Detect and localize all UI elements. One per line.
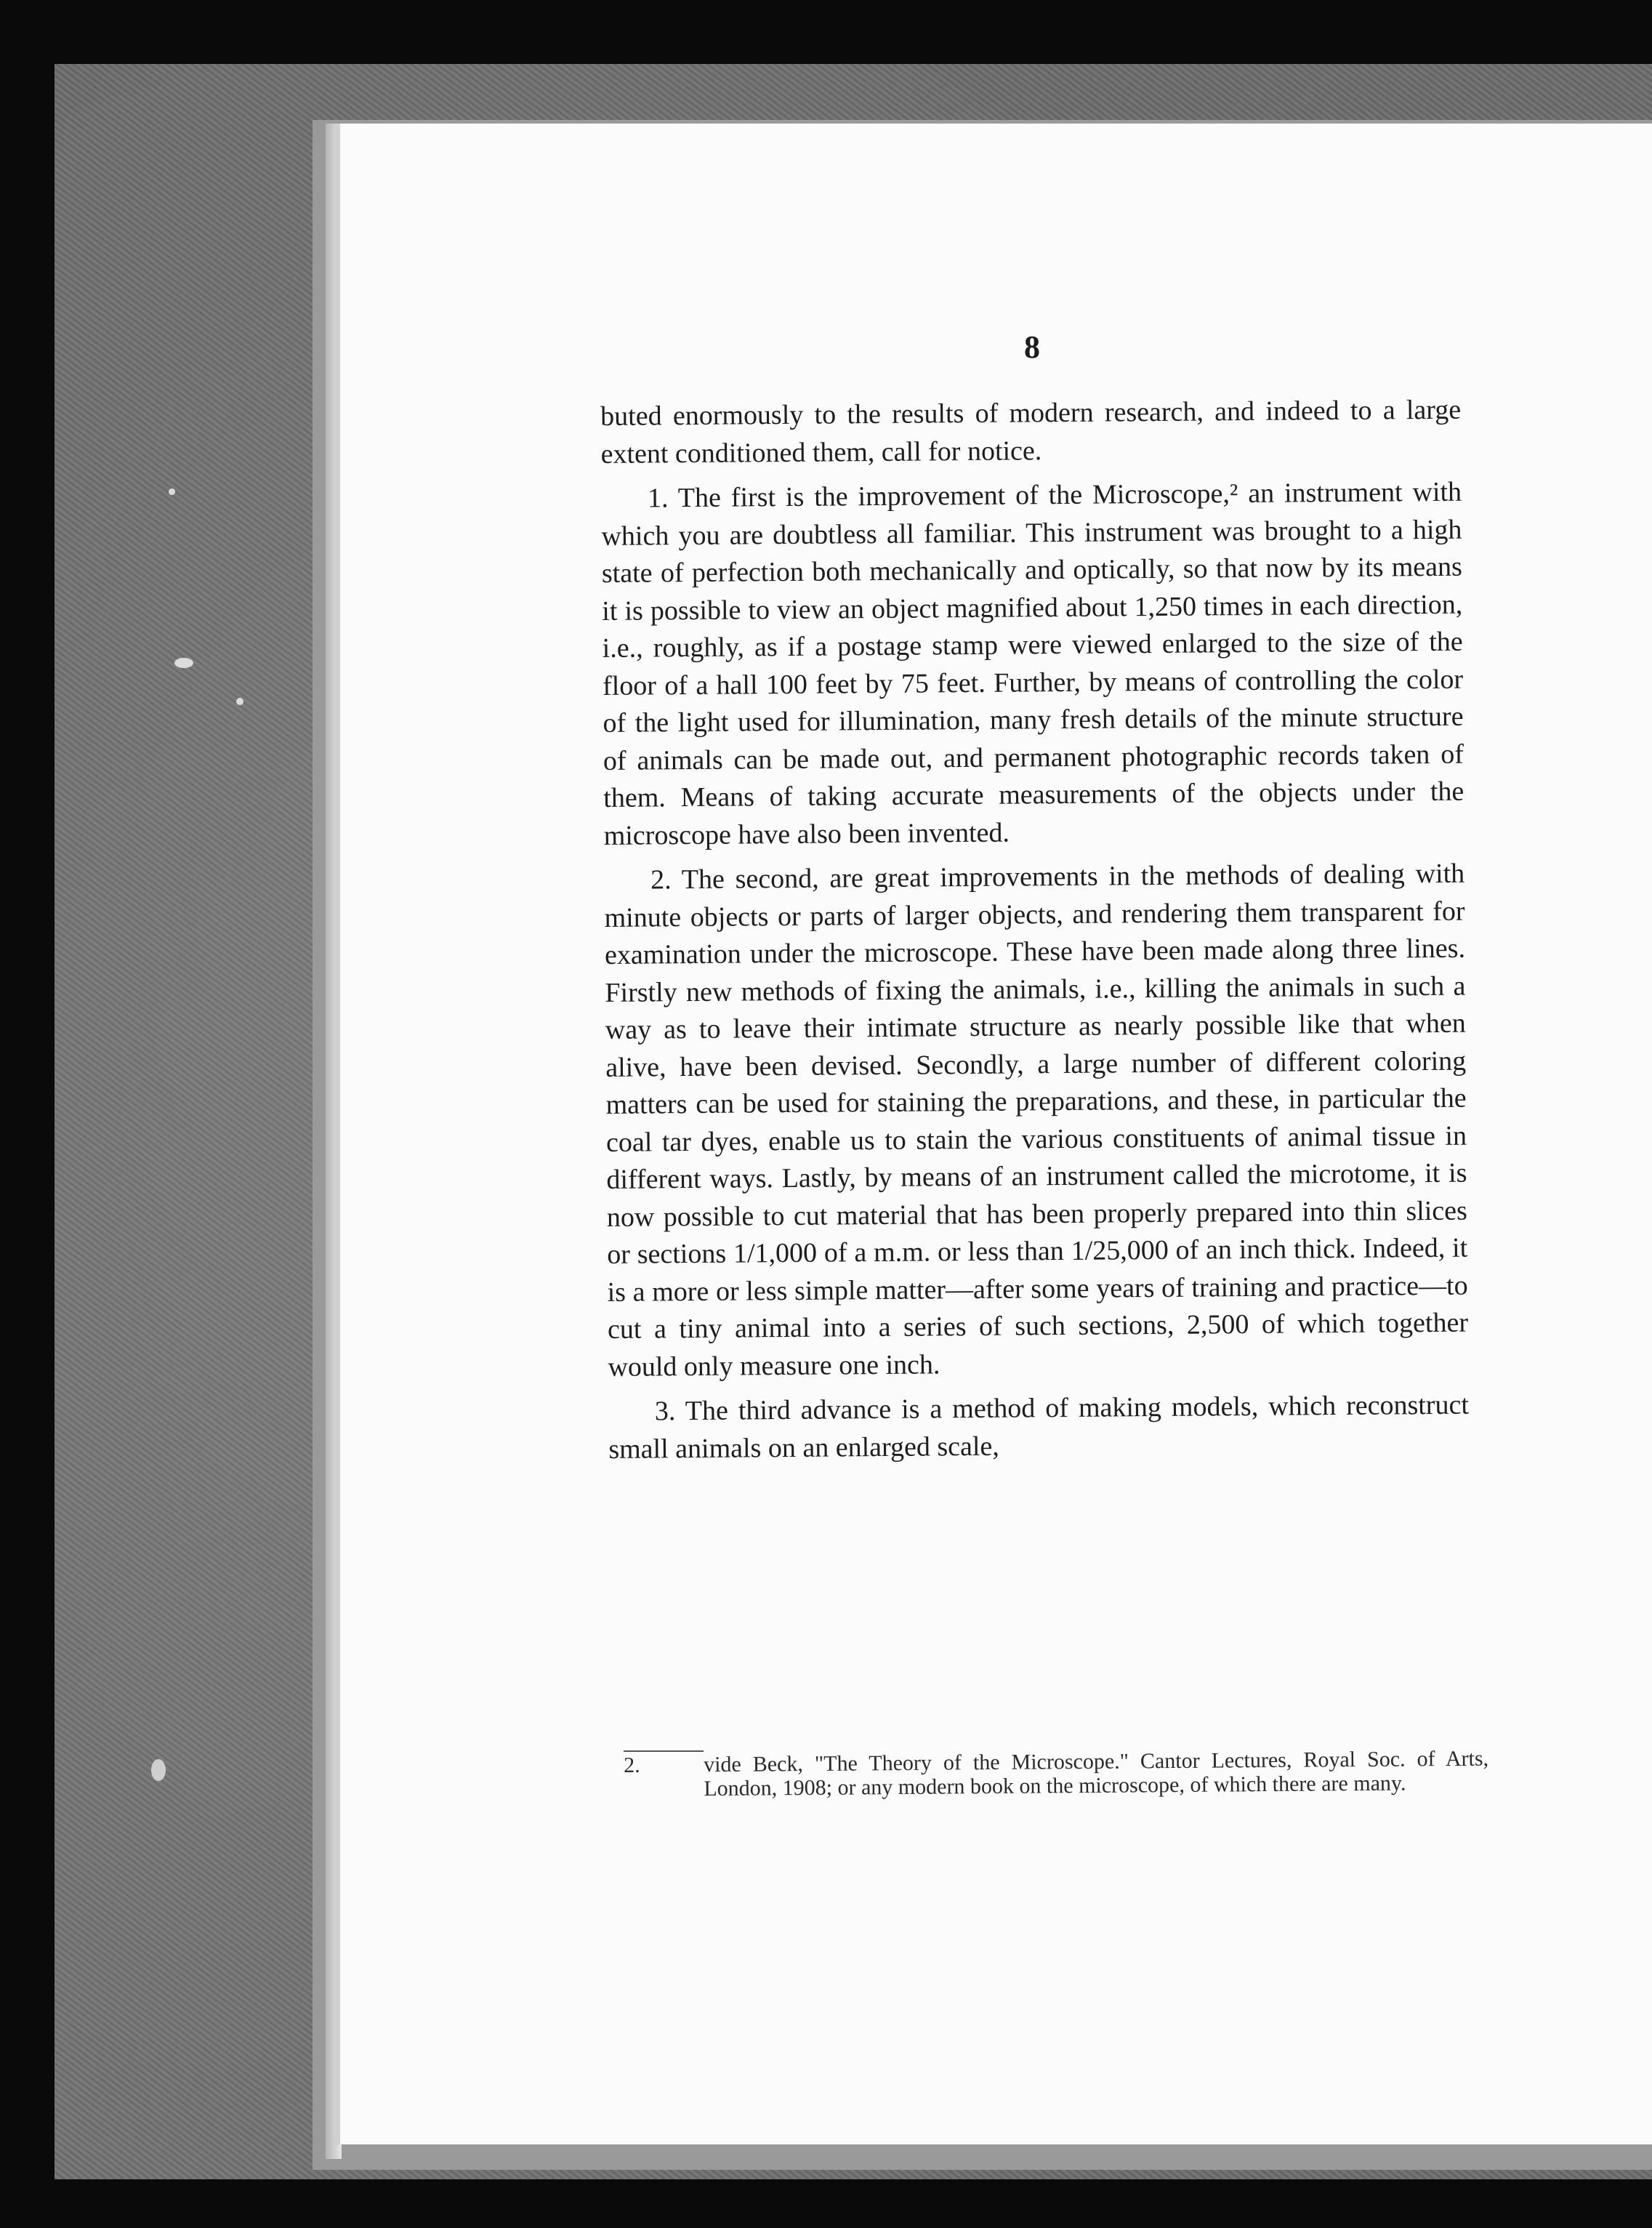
scan-speck xyxy=(174,658,193,668)
page-shadow xyxy=(326,124,342,2159)
footnote-number: 2. xyxy=(624,1753,640,1777)
body-text xyxy=(600,392,1470,1468)
footnote-text: vide Beck, "The Theory of the Microscope." Cantor Lectures, Royal Soc. of Arts, London, 1908; or any modern book on the microscope, of which there are many. xyxy=(703,1746,1489,1801)
scan-speck xyxy=(236,698,243,705)
footnote-rule xyxy=(624,1750,704,1752)
paragraph: buted enormously to the results of modern research, and indeed to a large extent conditioned them, call for notice. xyxy=(600,394,1462,470)
page-number: 8 xyxy=(1024,329,1040,365)
paragraph: 1. The first is the improvement of the Microscope,² an instrument with which you are doubtless all familiar. This instrument was brought to a high state of perfection both mechanically and optically, so that now by its means it is possible to view an object magnified about 1,250 times in each direction, i.e., roughly, as if a postage stamp were viewed enlarged to the size of the floor of a hall 100 feet by 75 feet. Further, by means of controlling the color of the light used for illumination, many fresh details of the minute structure of animals can be made out, and permanent photographic records taken of them. Means of taking accurate measurements of the objects under the microscope have also been invented. xyxy=(601,476,1464,851)
paragraph: 2. The second, are great improvements in the methods of dealing with minute objects or parts of larger objects, and rendering them transparent for examination under the microscope. These have been made along three lines. Firstly new methods of fixing the animals, i.e., killing the animals in such a way as to leave their intimate structure as nearly possible like that when alive, have been devised. Secondly, a large number of different coloring matters can be used for staining the preparations, and these, in particular the coal tar dyes, enable us to stain the various constituents of animal tissue in different ways. Lastly, by means of an instrument called the microtome, it is now possible to cut material that has been properly prepared into thin slices or sections 1/1,000 of a m.m. or less than 1/25,000 of an inch thick. Indeed, it is a more or less simple matter—after some years of training and practice—to cut a tiny animal into a series of such sections, 2,500 of which together would only measure one inch. xyxy=(604,858,1469,1383)
paragraph: 3. The third advance is a method of making models, which reconstruct small animals on an enlarged scale, xyxy=(608,1389,1470,1465)
scan-speck xyxy=(151,1759,166,1781)
scan-speck xyxy=(169,488,175,495)
